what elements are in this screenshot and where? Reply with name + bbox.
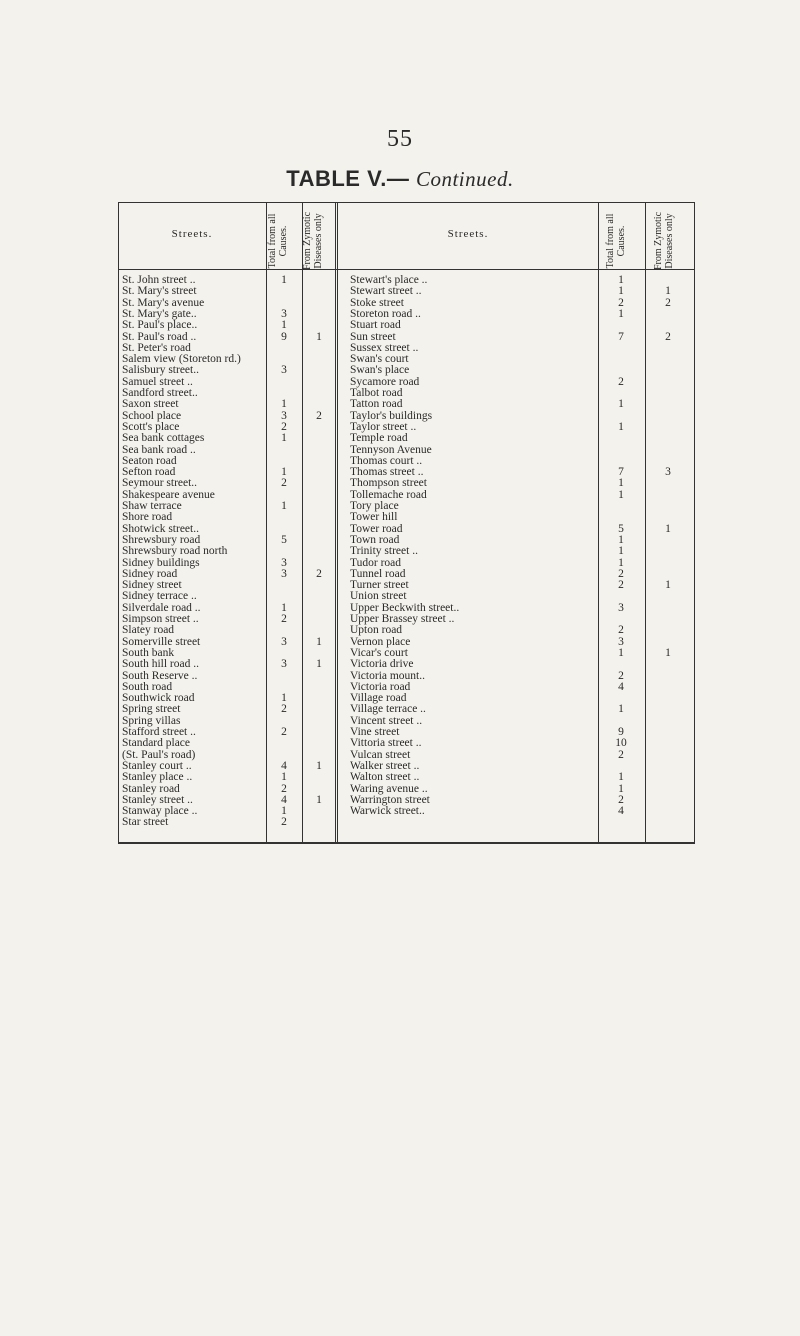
zymotic-count: 3 [665,466,671,479]
street-name: Spring villas [122,714,181,727]
street-name: Sidney road [122,567,178,580]
total-count: 1 [281,466,287,479]
street-name: Shotwick street.. [122,522,199,535]
street-name: Stewart street .. [350,285,422,298]
total-count: 1 [618,488,624,501]
street-name: Thomas street .. [350,466,424,479]
street-name: Tory place [350,500,399,512]
street-name: Walker street .. [350,759,420,772]
table-title [0,166,800,192]
street-name: Tatton road [350,398,403,411]
street-name: Taylor street .. [350,420,417,433]
street-name: Standard place [122,737,191,750]
street-name: Stanway place .. [122,805,198,818]
street-name: Stanley street .. [122,793,193,806]
street-name: Village terrace .. [350,703,426,716]
street-name: Waring avenue .. [350,782,428,795]
street-name: Victoria drive [350,658,414,671]
street-name: Sidney buildings [122,556,200,569]
zymotic-count: 1 [665,579,671,592]
street-name: Storeton road .. [350,307,421,320]
table-row [118,801,695,821]
street-name: Vincent street .. [350,714,423,727]
total-count: 1 [618,274,624,286]
street-name: Scott's place [122,420,180,433]
total-count: 2 [281,782,287,795]
street-name: Sea bank road .. [122,443,196,456]
total-count: 2 [281,726,287,738]
total-count: 1 [618,556,624,569]
total-count: 7 [618,466,624,479]
street-name: Sidney terrace .. [122,590,197,603]
zymotic-count: 1 [316,330,322,343]
total-count: 1 [618,771,624,784]
street-name: Simpson street .. [122,613,199,625]
total-count: 3 [281,556,287,569]
street-name: School place [122,409,182,422]
street-name: Slatey road [122,624,175,637]
rule-bottom [118,842,695,844]
total-count: 3 [281,364,287,377]
street-name: (St. Paul's road) [122,748,196,761]
street-name: Saxon street [122,398,179,411]
street-name: Tennyson Avenue [350,443,432,456]
total-count: 2 [618,296,624,309]
total-count: 2 [618,669,624,682]
street-name: St. Mary's avenue [122,296,205,309]
total-count: 1 [281,771,287,784]
zymotic-count: 1 [665,646,671,659]
street-name: Tower road [350,522,403,535]
street-name: Stanley road [122,782,180,795]
total-count: 4 [618,680,624,693]
total-count: 1 [281,601,287,614]
street-name: Stanley court .. [122,759,192,772]
zymotic-count: 1 [316,759,322,772]
total-count: 1 [281,692,287,705]
street-name: St. Mary's gate.. [122,307,197,320]
street-name: Sandford street.. [122,387,198,399]
street-name: Vicar's court [350,646,408,659]
total-count: 1 [618,285,624,298]
zymotic-count: 2 [665,296,671,309]
street-name: Seaton road [122,454,177,467]
street-name: Warwick street.. [350,805,425,818]
header-streets-right: Streets. [447,228,489,240]
zymotic-count: 2 [316,409,322,422]
street-name: St. Paul's place.. [122,319,198,332]
total-count: 2 [281,420,287,433]
total-count: 3 [281,409,287,422]
total-count: 1 [281,274,287,286]
street-name: Sycamore road [350,375,420,388]
total-count: 3 [618,601,624,614]
street-name: Samuel street .. [122,375,193,388]
page-number: 55 [387,126,413,152]
street-name: South bank [122,646,175,659]
street-name: Shakespeare avenue [122,488,215,501]
street-name: Victoria mount.. [350,669,426,682]
total-count: 1 [618,545,624,558]
street-name: Tollemache road [350,488,427,501]
street-name: Shrewsbury road [122,533,201,546]
total-count: 5 [618,522,624,535]
street-name: Stafford street .. [122,726,196,738]
total-count: 1 [618,703,624,716]
street-name: Shrewsbury road north [122,545,228,558]
zymotic-count: 1 [316,635,322,648]
street-name: Upper Beckwith street.. [350,601,460,614]
total-count: 2 [281,703,287,716]
streets-table [118,202,695,844]
total-count: 2 [618,567,624,580]
street-name: Salisbury street.. [122,364,199,377]
total-count: 2 [618,793,624,806]
total-count: 3 [281,658,287,671]
zymotic-count: 1 [665,522,671,535]
header-total-right: Total from all Causes. [605,213,627,269]
street-name: Stanley place .. [122,771,193,784]
total-count: 1 [618,398,624,411]
street-name: Vulcan street [350,748,411,761]
street-name: Warrington street [350,793,430,806]
total-count: 9 [618,726,624,738]
street-name: Silverdale road .. [122,601,201,614]
street-name: Sidney street [122,579,182,592]
total-count: 1 [281,398,287,411]
total-count: 2 [618,375,624,388]
total-count: 9 [281,330,287,343]
total-count: 1 [281,805,287,818]
street-name: Swan's court [350,353,409,366]
street-name: St. Paul's road .. [122,330,197,343]
total-count: 1 [618,307,624,320]
street-name: Union street [350,590,407,603]
street-name: St. Mary's street [122,285,197,298]
street-name: Sussex street .. [350,341,419,354]
zymotic-count: 1 [316,658,322,671]
street-name: Trinity street .. [350,545,418,558]
street-name: Tower hill [350,511,398,524]
total-count: 1 [281,432,287,445]
header-streets-left: Streets. [171,228,213,240]
street-name: Taylor's buildings [350,409,433,422]
total-count: 2 [618,748,624,761]
street-name: Salem view (Storeton rd.) [122,353,241,366]
street-name: Tudor road [350,556,402,569]
street-name: Town road [350,533,400,546]
street-name: Talbot road [350,387,403,399]
rule-top [118,202,695,203]
street-name: Vernon place [350,635,411,648]
total-count: 4 [281,759,287,772]
street-name: Thompson street [350,477,427,490]
street-name: Swan's place [350,364,410,377]
total-count: 10 [615,737,627,750]
total-count: 1 [618,533,624,546]
total-count: 2 [281,613,287,625]
zymotic-count: 1 [316,793,322,806]
total-count: 1 [281,500,287,512]
street-name: Sefton road [122,466,176,479]
street-name: South Reserve .. [122,669,198,682]
zymotic-count: 2 [316,567,322,580]
street-name: Upper Brassey street .. [350,613,455,625]
street-name: Upton road [350,624,403,637]
total-count: 1 [618,646,624,659]
street-name: St. Peter's road [122,341,191,354]
header-zymotic-left: From Zymotic Diseases only [302,211,324,271]
total-count: 3 [618,635,624,648]
street-name: Vine street [350,726,400,738]
street-name: Village road [350,692,407,705]
street-name: Thomas court .. [350,454,423,467]
street-name: South road [122,680,173,693]
street-name: South hill road .. [122,658,199,671]
street-name: Stuart road [350,319,401,332]
total-count: 1 [618,477,624,490]
street-name: Spring street [122,703,181,716]
total-count: 3 [281,307,287,320]
street-name: Temple road [350,432,408,445]
total-count: 4 [618,805,624,818]
total-count: 1 [281,319,287,332]
street-name: Sea bank cottages [122,432,205,445]
total-count: 5 [281,533,287,546]
street-name: Sun street [350,330,396,343]
header-total-left: Total from all Causes. [267,213,289,269]
street-name: Star street [122,816,169,829]
street-name: Stoke street [350,296,404,309]
street-name: Victoria road [350,680,411,693]
header-zymotic-right: From Zymotic Diseases only [653,211,675,271]
street-name: Stewart's place .. [350,274,428,286]
total-count: 3 [281,635,287,648]
table-title-suffix: Continued. [415,167,514,191]
total-count: 2 [281,816,287,829]
street-name: Shore road [122,511,173,524]
total-count: 4 [281,793,287,806]
zymotic-count: 2 [665,330,671,343]
total-count: 2 [618,579,624,592]
street-name: Seymour street.. [122,477,198,490]
zymotic-count: 1 [665,285,671,298]
street-name: Turner street [350,579,409,592]
total-count: 7 [618,330,624,343]
street-name: Walton street .. [350,771,420,784]
street-name: Somerville street [122,635,201,648]
street-name: Tunnel road [350,567,406,580]
street-name: Shaw terrace [122,500,182,512]
street-name: Southwick road [122,692,195,705]
table-title-main: TABLE V.— [286,166,410,191]
street-name: Vittoria street .. [350,737,422,750]
total-count: 3 [281,567,287,580]
street-name: St. John street .. [122,274,196,286]
total-count: 1 [618,782,624,795]
total-count: 2 [618,624,624,637]
total-count: 2 [281,477,287,490]
total-count: 1 [618,420,624,433]
